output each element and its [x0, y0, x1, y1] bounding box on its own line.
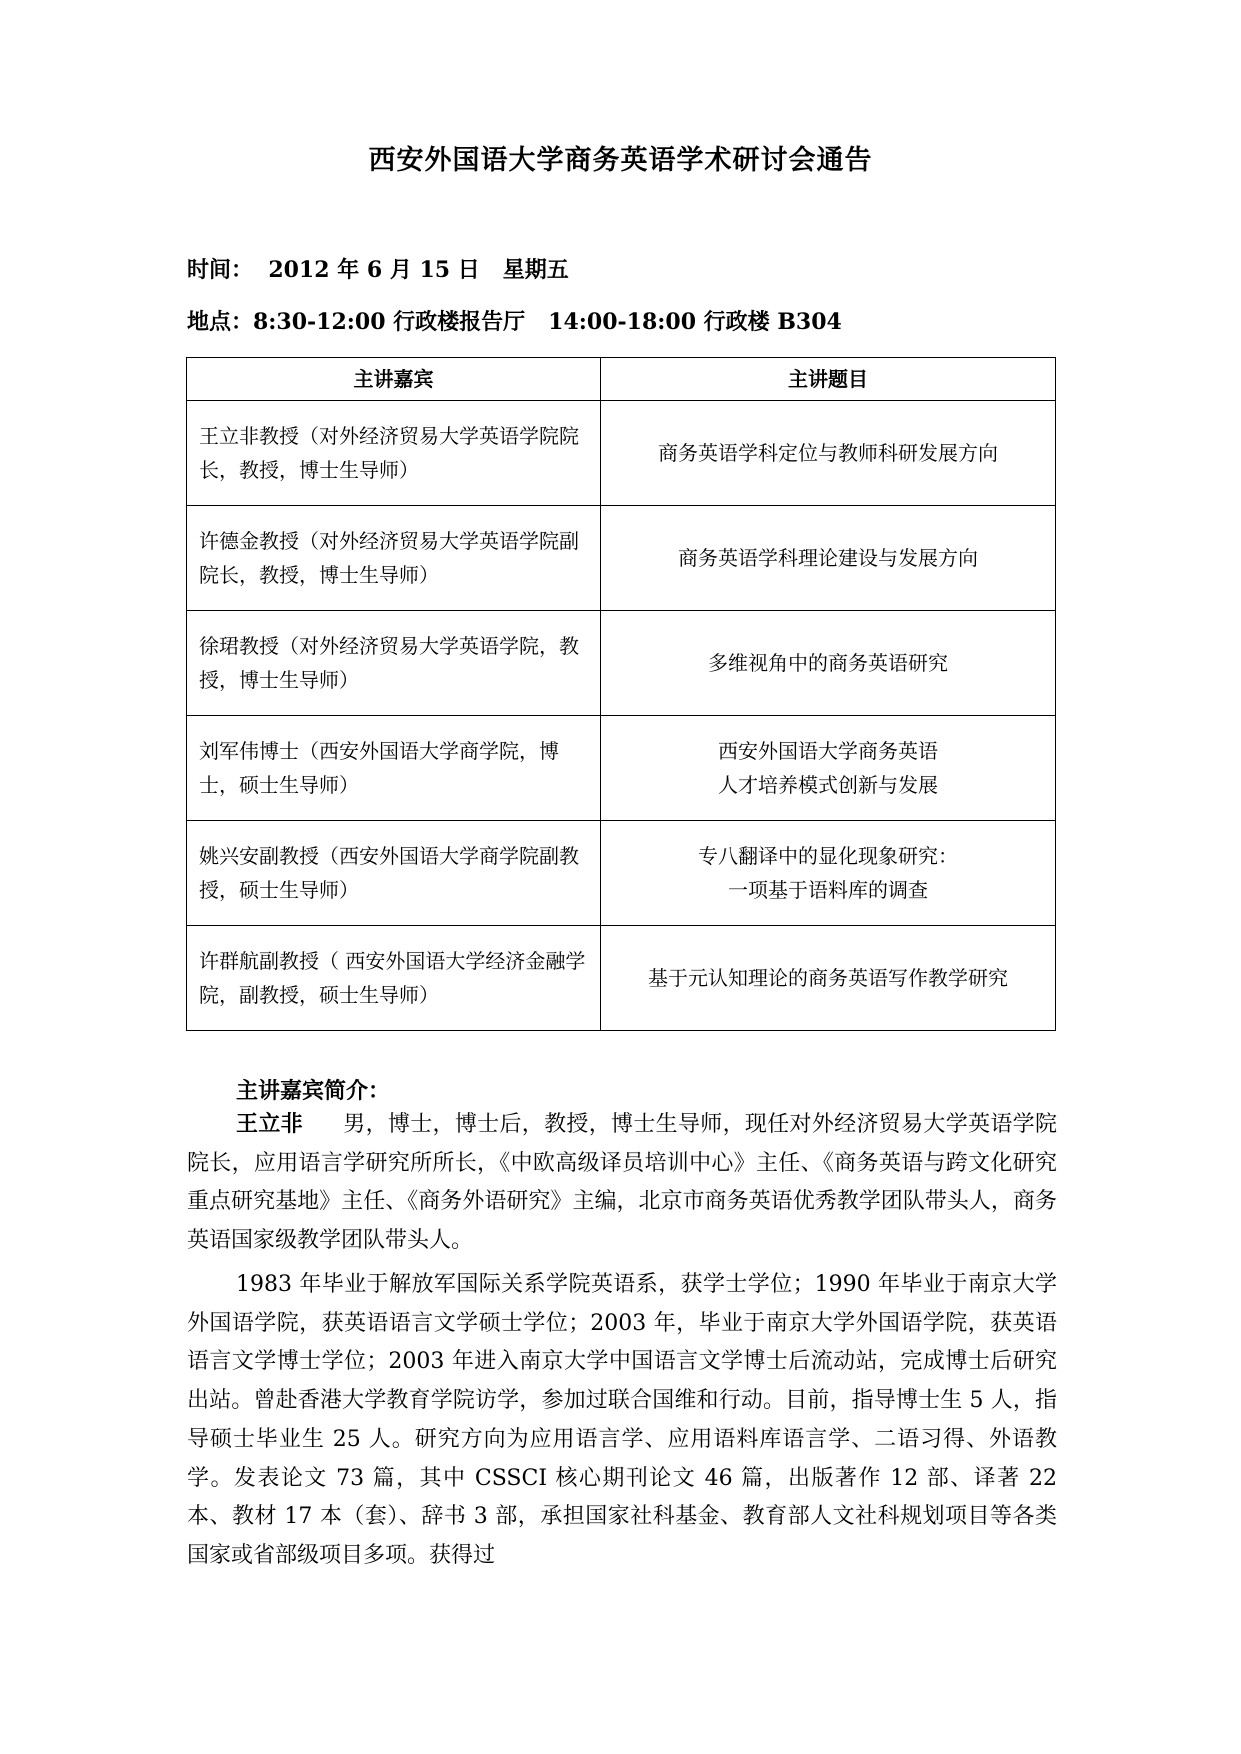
speaker-cell: 许德金教授（对外经济贸易大学英语学院副院长，教授，博士生导师） [187, 506, 601, 611]
bio-paragraph [187, 1106, 1057, 1261]
table-row [187, 716, 1056, 821]
topic-cell [601, 401, 1056, 506]
topic-cell [601, 506, 1056, 611]
topic-line: 一项基于语料库的调查 [728, 878, 928, 902]
speaker-name: 王立非 [236, 1112, 303, 1137]
topic-cell [601, 926, 1056, 1031]
column-header-speaker: 主讲嘉宾 [187, 358, 601, 401]
table-row [187, 821, 1056, 926]
section-heading: 主讲嘉宾简介： [236, 1078, 391, 1104]
topic-line: 商务英语学科定位与教师科研发展方向 [658, 441, 998, 465]
table-row [187, 926, 1056, 1031]
speaker-cell: 王立非教授（对外经济贸易大学英语学院院长，教授，博士生导师） [187, 401, 601, 506]
document-title: 西安外国语大学商务英语学术研讨会通告 [368, 145, 873, 176]
topic-line: 专八翻译中的显化现象研究： [698, 844, 958, 868]
topic-line: 基于元认知理论的商务英语写作教学研究 [648, 966, 1008, 990]
speaker-table [186, 357, 1056, 1031]
topic-cell [601, 716, 1056, 821]
topic-cell [601, 611, 1056, 716]
topic-cell [601, 821, 1056, 926]
speaker-cell: 徐珺教授（对外经济贸易大学英语学院，教授，博士生导师） [187, 611, 601, 716]
table-row [187, 506, 1056, 611]
table-row [187, 401, 1056, 506]
speaker-cell: 姚兴安副教授（西安外国语大学商学院副教授，硕士生导师） [187, 821, 601, 926]
speaker-cell: 刘军伟博士（西安外国语大学商学院，博士，硕士生导师） [187, 716, 601, 821]
event-location: 地点：8:30-12:00 行政楼报告厅 14:00-18:00 行政楼 B304 [187, 309, 842, 335]
topic-line: 西安外国语大学商务英语 [718, 739, 938, 763]
topic-line: 商务英语学科理论建设与发展方向 [678, 546, 978, 570]
bio-paragraph: 1983 年毕业于解放军国际关系学院英语系，获学士学位；1990 年毕业于南京大学外国语学院，获英语语言文学硕士学位；2003 年，毕业于南京大学外国语学院，获英语语言文学博士学位；2003 年进入南京大学中国语言文学博士后流动站，完成博士后研究出站。曾赴香港大学教育学院访学，参加过联合国维和行动。目前，指导博士生 5 人，指导硕士毕业生 25 人。研究方向为应用语言学、应用语料库语言学、二语习得、外语教学。发表论文 73 篇，其中 CSSCI 核心期刊论文 46 篇，出版著作 12 部、译著 22 本、教材 17 本（套）、辞书 3 部，承担国家社科基金、教育部人文社科规划项目等各类国家或省部级项目多项。获得过 [187, 1272, 1057, 1568]
table-header-row [187, 358, 1056, 401]
bio-text: 男，博士，博士后，教授，博士生导师，现任对外经济贸易大学英语学院院长，应用语言学研究所所长，《中欧高级译员培训中心》主任、《商务英语与跨文化研究重点研究基地》主任、《商务外语研究》主编，北京市商务英语优秀教学团队带头人，商务英语国家级教学团队带头人。 [187, 1112, 1057, 1254]
topic-line: 多维视角中的商务英语研究 [708, 651, 948, 675]
topic-line: 人才培养模式创新与发展 [718, 773, 938, 797]
speaker-cell: 许群航副教授（ 西安外国语大学经济金融学院，副教授，硕士生导师） [187, 926, 601, 1031]
column-header-topic: 主讲题目 [601, 358, 1056, 401]
table-row [187, 611, 1056, 716]
event-time: 时间： 2012 年 6 月 15 日 星期五 [187, 257, 569, 283]
